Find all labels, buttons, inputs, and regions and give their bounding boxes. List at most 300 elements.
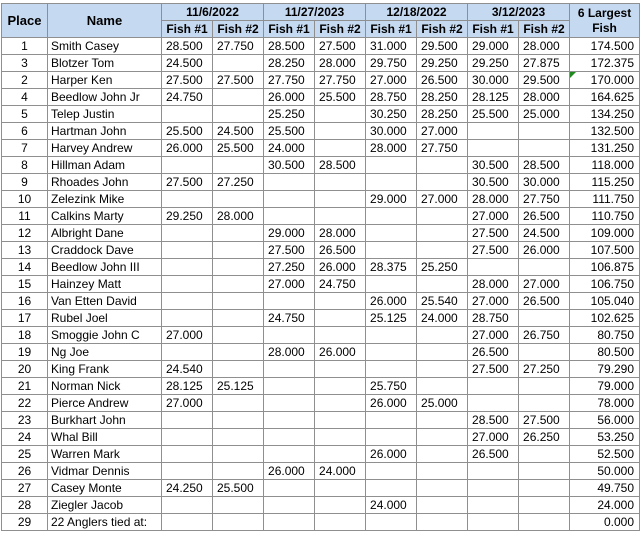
angler-name-cell: Beedlow John III [48, 259, 162, 276]
fish-length-cell [468, 480, 519, 497]
fish-length-cell: 27.000 [468, 327, 519, 344]
largest-fish-total-cell: 132.500 [570, 123, 640, 140]
fish-length-cell [417, 446, 468, 463]
place-cell: 28 [2, 497, 48, 514]
largest-fish-total-cell: 80.750 [570, 327, 640, 344]
fish-length-cell [315, 208, 366, 225]
fish-length-cell [162, 514, 213, 531]
fish-length-cell [315, 395, 366, 412]
fish-length-cell: 27.000 [468, 429, 519, 446]
fish-length-cell [213, 89, 264, 106]
place-cell: 1 [2, 38, 48, 55]
fish-length-cell: 26.000 [315, 259, 366, 276]
fish-length-cell [519, 497, 570, 514]
header-name: Name [48, 4, 162, 38]
fish-length-cell [162, 429, 213, 446]
table-row [2, 123, 640, 140]
fish-length-cell: 28.000 [213, 208, 264, 225]
largest-fish-total-cell: 106.750 [570, 276, 640, 293]
fish-length-cell [213, 412, 264, 429]
fish-length-cell [366, 208, 417, 225]
fish-length-cell [519, 446, 570, 463]
fish-length-cell: 27.875 [519, 55, 570, 72]
fish-length-cell: 27.750 [417, 140, 468, 157]
fish-length-cell: 29.500 [519, 72, 570, 89]
fish-length-cell [213, 310, 264, 327]
fish-length-cell: 25.125 [366, 310, 417, 327]
table-row [2, 191, 640, 208]
fish-length-cell [315, 378, 366, 395]
table-row [2, 514, 640, 531]
fish-length-cell: 26.500 [519, 208, 570, 225]
largest-fish-total-cell: 56.000 [570, 412, 640, 429]
fish-length-cell [315, 310, 366, 327]
fish-length-cell: 27.250 [519, 361, 570, 378]
fish-length-cell [213, 276, 264, 293]
fish-length-cell [213, 344, 264, 361]
fish-length-cell [162, 225, 213, 242]
fish-length-cell: 27.500 [519, 412, 570, 429]
place-cell: 9 [2, 174, 48, 191]
fish-length-cell [417, 174, 468, 191]
largest-fish-total-cell: 106.875 [570, 259, 640, 276]
place-cell: 23 [2, 412, 48, 429]
largest-fish-total-cell: 131.250 [570, 140, 640, 157]
table-row [2, 480, 640, 497]
fish-length-cell: 26.750 [519, 327, 570, 344]
fish-length-cell [162, 242, 213, 259]
angler-name-cell: Harvey Andrew [48, 140, 162, 157]
fish-length-cell [162, 106, 213, 123]
fish-length-cell: 25.125 [213, 378, 264, 395]
table-row [2, 276, 640, 293]
header-date-4: 3/12/2023 [468, 4, 570, 21]
fish-length-cell [519, 395, 570, 412]
fish-length-cell: 26.500 [417, 72, 468, 89]
fish-length-cell: 29.500 [417, 38, 468, 55]
angler-name-cell: Warren Mark [48, 446, 162, 463]
fish-length-cell: 28.375 [366, 259, 417, 276]
fish-length-cell [366, 514, 417, 531]
largest-fish-total-cell: 79.290 [570, 361, 640, 378]
place-cell: 17 [2, 310, 48, 327]
fish-length-cell [315, 429, 366, 446]
fish-length-cell: 29.000 [468, 38, 519, 55]
fish-length-cell: 24.750 [315, 276, 366, 293]
fish-length-cell: 28.000 [519, 38, 570, 55]
fish-length-cell: 28.500 [162, 38, 213, 55]
fish-length-cell: 28.750 [468, 310, 519, 327]
table-row [2, 55, 640, 72]
fish-length-cell [417, 225, 468, 242]
angler-name-cell: Albright Dane [48, 225, 162, 242]
largest-fish-total-cell: 0.000 [570, 514, 640, 531]
fish-length-cell [519, 378, 570, 395]
fish-length-cell [315, 361, 366, 378]
angler-name-cell: Vidmar Dennis [48, 463, 162, 480]
place-cell: 16 [2, 293, 48, 310]
fish-length-cell [213, 225, 264, 242]
fish-length-cell: 29.250 [162, 208, 213, 225]
fish-length-cell [417, 327, 468, 344]
angler-name-cell: Craddock Dave [48, 242, 162, 259]
fish-length-cell [315, 327, 366, 344]
fish-length-cell [468, 259, 519, 276]
fish-length-cell: 26.000 [264, 463, 315, 480]
fish-length-cell [315, 412, 366, 429]
header-fish1: Fish #1 [162, 21, 213, 38]
fish-length-cell: 27.500 [213, 72, 264, 89]
fish-length-cell [315, 497, 366, 514]
largest-fish-total-cell: 172.375 [570, 55, 640, 72]
fish-length-cell: 28.000 [468, 191, 519, 208]
fish-length-cell: 27.500 [468, 225, 519, 242]
header-place: Place [2, 4, 48, 38]
fish-length-cell [366, 480, 417, 497]
fish-length-cell: 29.750 [366, 55, 417, 72]
fish-length-cell: 26.250 [519, 429, 570, 446]
fish-length-cell: 27.750 [213, 38, 264, 55]
fish-length-cell [162, 259, 213, 276]
fish-length-cell [417, 208, 468, 225]
fish-length-cell: 27.500 [468, 361, 519, 378]
fish-length-cell: 28.750 [366, 89, 417, 106]
fish-length-cell [213, 157, 264, 174]
largest-fish-total-cell: 174.500 [570, 38, 640, 55]
angler-name-cell: Telep Justin [48, 106, 162, 123]
fish-length-cell: 26.000 [264, 89, 315, 106]
fish-length-cell [315, 514, 366, 531]
place-cell: 5 [2, 106, 48, 123]
fish-length-cell [417, 378, 468, 395]
header-date-3: 12/18/2022 [366, 4, 468, 21]
place-cell: 29 [2, 514, 48, 531]
fish-length-cell [264, 293, 315, 310]
place-cell: 26 [2, 463, 48, 480]
angler-name-cell: Whal Bill [48, 429, 162, 446]
fish-length-cell: 25.000 [519, 106, 570, 123]
fish-length-cell [213, 106, 264, 123]
place-cell: 14 [2, 259, 48, 276]
table-row [2, 38, 640, 55]
fish-length-cell: 27.250 [213, 174, 264, 191]
table-row [2, 378, 640, 395]
header-largest-line2: Fish [592, 20, 617, 35]
fish-length-cell: 30.500 [264, 157, 315, 174]
fish-length-cell [264, 191, 315, 208]
fish-length-cell: 26.000 [519, 242, 570, 259]
largest-fish-total-cell: 102.625 [570, 310, 640, 327]
fish-length-cell: 25.500 [468, 106, 519, 123]
fish-length-cell [519, 310, 570, 327]
largest-fish-total-cell: 118.000 [570, 157, 640, 174]
fish-length-cell: 27.750 [264, 72, 315, 89]
largest-fish-total-cell: 79.000 [570, 378, 640, 395]
table-row [2, 72, 640, 89]
fish-length-cell: 25.500 [315, 89, 366, 106]
largest-fish-total-cell: 105.040 [570, 293, 640, 310]
header-fish2: Fish #2 [417, 21, 468, 38]
fish-length-cell: 24.000 [366, 497, 417, 514]
fish-length-cell: 27.000 [264, 276, 315, 293]
fish-length-cell: 26.000 [366, 446, 417, 463]
place-cell: 6 [2, 123, 48, 140]
table-row [2, 157, 640, 174]
fish-length-cell [315, 446, 366, 463]
fish-length-cell [264, 378, 315, 395]
fish-length-cell: 24.000 [315, 463, 366, 480]
angler-name-cell: Harper Ken [48, 72, 162, 89]
fish-length-cell [162, 310, 213, 327]
header-largest-line1: 6 Largest [577, 5, 632, 20]
fish-length-cell: 28.500 [264, 38, 315, 55]
largest-fish-total-cell: 115.250 [570, 174, 640, 191]
largest-fish-total-cell: 52.500 [570, 446, 640, 463]
fish-length-cell [519, 514, 570, 531]
fish-length-cell: 24.500 [519, 225, 570, 242]
fish-length-cell: 27.000 [417, 123, 468, 140]
place-cell: 4 [2, 89, 48, 106]
fish-length-cell [162, 191, 213, 208]
fish-length-cell [315, 480, 366, 497]
table-row [2, 293, 640, 310]
fish-length-cell [366, 344, 417, 361]
angler-name-cell: Burkhart John [48, 412, 162, 429]
angler-name-cell: Zelezink Mike [48, 191, 162, 208]
fish-length-cell: 25.540 [417, 293, 468, 310]
fish-length-cell [264, 327, 315, 344]
fish-length-cell: 26.500 [315, 242, 366, 259]
fish-length-cell [213, 327, 264, 344]
place-cell: 18 [2, 327, 48, 344]
fish-length-cell [519, 259, 570, 276]
largest-fish-total-cell: 50.000 [570, 463, 640, 480]
fish-length-cell: 27.250 [264, 259, 315, 276]
largest-fish-total-cell: 134.250 [570, 106, 640, 123]
fish-length-cell: 28.125 [468, 89, 519, 106]
fish-length-cell [468, 378, 519, 395]
fish-length-cell: 24.250 [162, 480, 213, 497]
table-row [2, 106, 640, 123]
fish-length-cell [162, 157, 213, 174]
table-row [2, 327, 640, 344]
angler-name-cell: Rubel Joel [48, 310, 162, 327]
place-cell: 27 [2, 480, 48, 497]
fish-length-cell [162, 344, 213, 361]
fish-length-cell [213, 463, 264, 480]
fish-length-cell [366, 361, 417, 378]
fish-length-cell: 25.500 [213, 480, 264, 497]
fish-length-cell: 25.500 [213, 140, 264, 157]
header-fish2: Fish #2 [519, 21, 570, 38]
largest-fish-total-cell: 107.500 [570, 242, 640, 259]
largest-fish-total-cell: 109.000 [570, 225, 640, 242]
fish-length-cell: 25.250 [264, 106, 315, 123]
table-row [2, 225, 640, 242]
fish-length-cell: 27.500 [162, 174, 213, 191]
fish-length-cell [315, 293, 366, 310]
fish-length-cell: 28.000 [519, 89, 570, 106]
table-row [2, 140, 640, 157]
total-value: 170.000 [590, 73, 635, 87]
place-cell: 3 [2, 55, 48, 72]
fish-length-cell [366, 242, 417, 259]
fish-length-cell [366, 174, 417, 191]
fish-length-cell: 25.500 [162, 123, 213, 140]
fish-length-cell [213, 191, 264, 208]
fish-length-cell [417, 514, 468, 531]
fish-length-cell: 26.500 [519, 293, 570, 310]
fish-length-cell: 27.000 [519, 276, 570, 293]
largest-fish-total-cell: 53.250 [570, 429, 640, 446]
fish-length-cell: 28.500 [468, 412, 519, 429]
place-cell: 10 [2, 191, 48, 208]
fish-length-cell [519, 123, 570, 140]
fish-length-cell [366, 429, 417, 446]
fish-length-cell: 27.500 [315, 38, 366, 55]
standings-table [1, 3, 640, 531]
fish-length-cell [315, 174, 366, 191]
fish-length-cell: 24.750 [264, 310, 315, 327]
fish-length-cell: 24.500 [213, 123, 264, 140]
fish-length-cell: 28.125 [162, 378, 213, 395]
header-largest-fish [570, 4, 640, 38]
fish-length-cell: 26.500 [468, 446, 519, 463]
fish-length-cell [162, 276, 213, 293]
header-date-1: 11/6/2022 [162, 4, 264, 21]
place-cell: 2 [2, 72, 48, 89]
table-row [2, 174, 640, 191]
fish-length-cell [519, 463, 570, 480]
fish-length-cell [417, 463, 468, 480]
fish-length-cell [162, 293, 213, 310]
fish-length-cell [213, 429, 264, 446]
angler-name-cell: Rhoades John [48, 174, 162, 191]
table-row [2, 344, 640, 361]
fish-length-cell: 28.250 [417, 106, 468, 123]
fish-length-cell [264, 429, 315, 446]
place-cell: 7 [2, 140, 48, 157]
place-cell: 13 [2, 242, 48, 259]
fish-length-cell: 26.000 [315, 344, 366, 361]
angler-name-cell: Hillman Adam [48, 157, 162, 174]
header-fish2: Fish #2 [315, 21, 366, 38]
fish-length-cell [417, 480, 468, 497]
fish-length-cell: 30.250 [366, 106, 417, 123]
fish-length-cell [315, 140, 366, 157]
place-cell: 15 [2, 276, 48, 293]
table-row [2, 429, 640, 446]
table-row [2, 259, 640, 276]
header-fish2: Fish #2 [213, 21, 264, 38]
place-cell: 25 [2, 446, 48, 463]
fish-length-cell [417, 344, 468, 361]
fish-length-cell [468, 395, 519, 412]
fish-length-cell [315, 191, 366, 208]
fish-length-cell: 29.000 [264, 225, 315, 242]
fish-length-cell [519, 344, 570, 361]
angler-name-cell: Ng Joe [48, 344, 162, 361]
place-cell: 12 [2, 225, 48, 242]
fish-length-cell: 30.500 [468, 174, 519, 191]
header-row-dates [2, 4, 640, 21]
fish-length-cell [162, 412, 213, 429]
fish-length-cell: 28.250 [417, 89, 468, 106]
fish-length-cell: 26.500 [468, 344, 519, 361]
fish-length-cell [162, 497, 213, 514]
table-body [2, 38, 640, 531]
fish-length-cell: 27.000 [162, 395, 213, 412]
fish-length-cell: 30.500 [468, 157, 519, 174]
fish-length-cell: 25.250 [417, 259, 468, 276]
angler-name-cell: Ziegler Jacob [48, 497, 162, 514]
fish-length-cell [213, 293, 264, 310]
fish-length-cell: 30.000 [519, 174, 570, 191]
fish-length-cell [366, 157, 417, 174]
fish-length-cell [213, 55, 264, 72]
fish-length-cell [162, 446, 213, 463]
table-row [2, 361, 640, 378]
fish-length-cell [417, 242, 468, 259]
fish-length-cell [264, 514, 315, 531]
fish-length-cell: 29.250 [468, 55, 519, 72]
fish-length-cell: 28.000 [264, 344, 315, 361]
fish-length-cell [213, 361, 264, 378]
largest-fish-total-cell: 24.000 [570, 497, 640, 514]
fish-length-cell: 30.000 [468, 72, 519, 89]
fish-length-cell [213, 259, 264, 276]
fish-length-cell: 24.750 [162, 89, 213, 106]
place-cell: 11 [2, 208, 48, 225]
angler-name-cell: Van Etten David [48, 293, 162, 310]
fish-length-cell [264, 174, 315, 191]
angler-name-cell: Smith Casey [48, 38, 162, 55]
fish-length-cell: 28.500 [315, 157, 366, 174]
largest-fish-total-cell: 49.750 [570, 480, 640, 497]
fish-length-cell [519, 480, 570, 497]
fish-length-cell [264, 446, 315, 463]
fish-length-cell [468, 514, 519, 531]
fish-length-cell: 28.250 [264, 55, 315, 72]
header-fish1: Fish #1 [264, 21, 315, 38]
angler-name-cell: 22 Anglers tied at: [48, 514, 162, 531]
largest-fish-total-cell: 80.500 [570, 344, 640, 361]
fish-length-cell [366, 412, 417, 429]
place-cell: 8 [2, 157, 48, 174]
fish-length-cell [264, 480, 315, 497]
fish-length-cell: 26.000 [162, 140, 213, 157]
fish-length-cell: 25.500 [264, 123, 315, 140]
angler-name-cell: King Frank [48, 361, 162, 378]
fish-length-cell: 28.000 [468, 276, 519, 293]
fish-length-cell: 28.500 [519, 157, 570, 174]
fish-length-cell: 27.500 [162, 72, 213, 89]
fish-length-cell [417, 157, 468, 174]
fish-length-cell: 31.000 [366, 38, 417, 55]
angler-name-cell: Smoggie John C [48, 327, 162, 344]
table-row [2, 463, 640, 480]
fish-length-cell [213, 497, 264, 514]
fish-length-cell: 25.750 [366, 378, 417, 395]
fish-length-cell: 29.000 [366, 191, 417, 208]
fish-length-cell: 24.000 [417, 310, 468, 327]
header-date-2: 11/27/2023 [264, 4, 366, 21]
fish-length-cell [417, 497, 468, 514]
fish-length-cell: 24.000 [264, 140, 315, 157]
fish-length-cell [264, 208, 315, 225]
fish-length-cell [213, 242, 264, 259]
fish-length-cell: 27.000 [468, 293, 519, 310]
